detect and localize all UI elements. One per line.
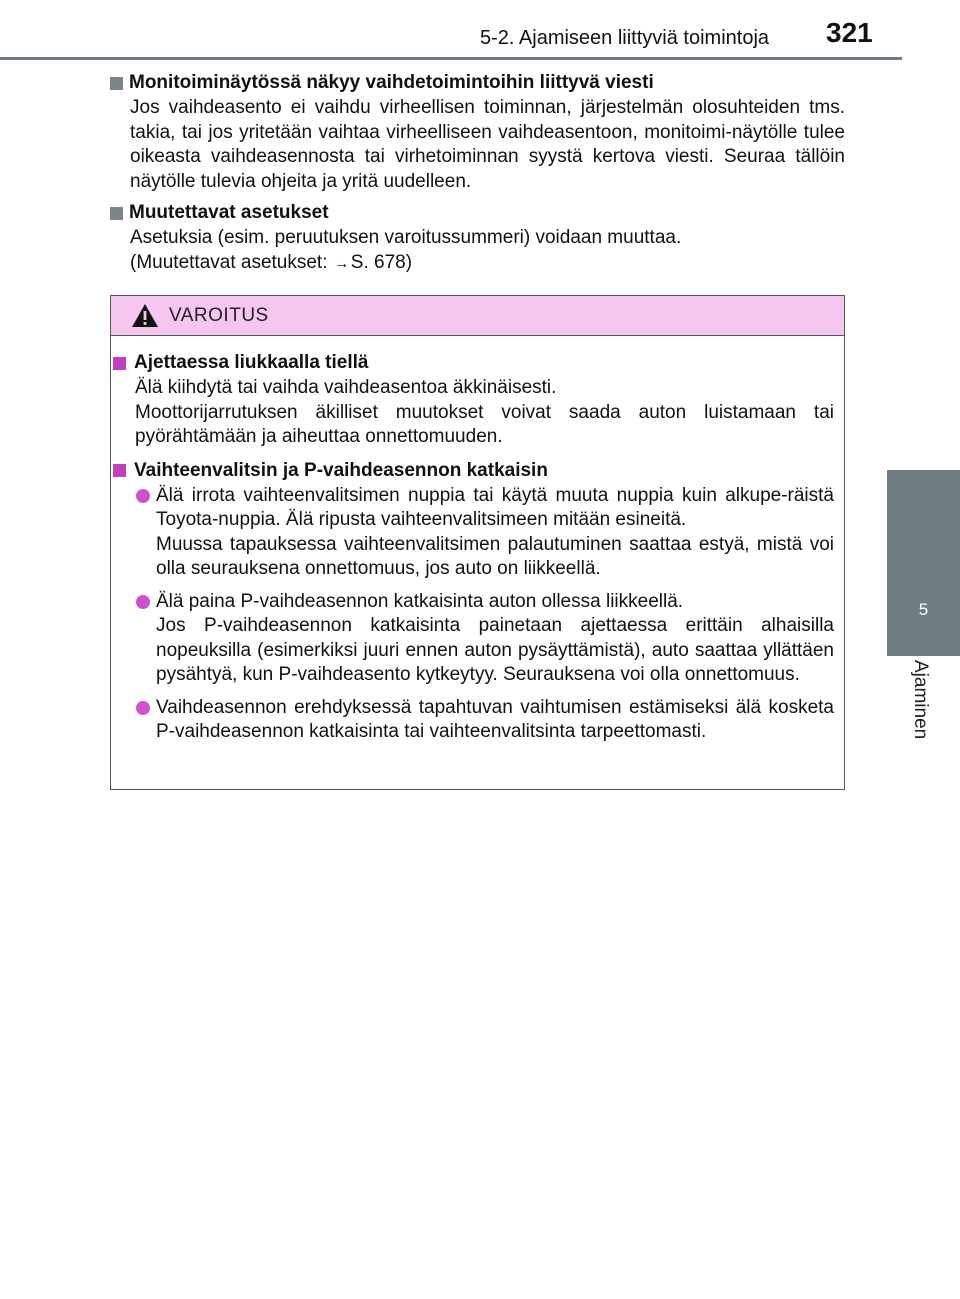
square-bullet-icon [113, 357, 126, 370]
section-heading-text: Muutettavat asetukset [129, 202, 329, 223]
page-reference-link[interactable]: S. 678) [350, 251, 413, 273]
warning-body [111, 336, 844, 745]
bullet-text: Vaihdeasennon erehdyksessä tapahtuvan vaihtumisen estämiseksi älä kosketa P-vaihdeasennon katkaisinta tai vaihteenvalitsinta tarpeettomasti. [156, 696, 834, 742]
chapter-tab [887, 470, 960, 656]
warning-subheading-text: Ajettaessa liukkaalla tiellä [134, 352, 369, 373]
bullet-text: Jos P-vaihdeasennon katkaisinta painetaan ajettaessa erittäin alhaisilla nopeuksilla (esimerkiksi juuri ennen auton pysäyttämistä), auto saattaa yllättäen pysähtyä, kun P-vaihdeasento kytkeytyy. Seurauksena voi olla onnettomuus. [156, 615, 834, 685]
warning-subheading [111, 350, 834, 376]
warning-text: Älä kiihdytä tai vaihda vaihdeasentoa äkkinäisesti. [135, 377, 557, 398]
warning-box [110, 295, 845, 790]
section-heading [110, 70, 845, 96]
round-bullet-icon [136, 595, 150, 609]
bullet-text: Älä paina P-vaihdeasennon katkaisinta auton ollessa liikkeellä. [156, 590, 684, 612]
round-bullet-icon [136, 489, 150, 503]
header-rule [0, 57, 902, 60]
main-content [110, 70, 845, 276]
section-heading [110, 200, 845, 226]
section-body: Jos vaihdeasento ei vaihdu virheellisen toiminnan, järjestelmän olosuhteiden tms. takia, tai jos yritetään vaihtaa virheelliseen vaihdeasentoon, monitoimi-näytölle tulee oikeasta vaihdeasennosta tai virhetoiminnan syystä kertova viesti. Seuraa tällöin näytölle tulevia ohjeita ja yritä uudelleen. [130, 97, 845, 192]
section-title: 5-2. Ajamiseen liittyviä toimintoja [480, 27, 770, 49]
chapter-number: 5 [918, 600, 929, 619]
section-heading-text: Monitoiminäytössä näkyy vaihdetoimintoihin liittyvä viesti [129, 72, 654, 93]
square-bullet-icon [110, 207, 123, 220]
warning-subheading [111, 458, 834, 484]
chapter-label [902, 660, 938, 790]
warning-text: Moottorijarrutuksen äkilliset muutokset voivat saada auton luistamaan tai pyörähtämään ja aiheuttaa onnettomuuden. [135, 401, 834, 447]
square-bullet-icon [110, 77, 123, 90]
warning-bullet [111, 590, 834, 688]
section-body-line: Asetuksia (esim. peruutuksen varoitussummeri) voidaan muuttaa. [130, 227, 682, 248]
round-bullet-icon [136, 701, 150, 715]
square-bullet-icon [113, 464, 126, 477]
chapter-label-text: Ajaminen [910, 660, 931, 740]
reference-prefix: (Muutettavat asetukset: [130, 251, 333, 273]
bullet-text: Muussa tapauksessa vaihteenvalitsimen palautuminen saattaa estyä, mistä voi olla seurauksena onnettomuus, jos auto on liikkeellä. [156, 533, 834, 579]
warning-title: VAROITUS [169, 305, 269, 326]
arrow-right-icon: → [334, 254, 350, 272]
warning-subheading-text: Vaihteenvalitsin ja P-vaihdeasennon katkaisin [134, 459, 548, 481]
bullet-text: Älä irrota vaihteenvalitsimen nuppia tai käytä muuta nuppia kuin alkupe-räistä Toyota-nuppia. Älä ripusta vaihteenvalitsimeen mitään esineitä. [156, 484, 834, 530]
warning-triangle-icon [131, 303, 159, 328]
page-number: 321 [826, 17, 873, 48]
warning-bullet [111, 484, 834, 582]
warning-bullet [111, 696, 834, 745]
section-body-reference [110, 251, 845, 277]
page-header [0, 0, 960, 62]
warning-header [111, 296, 844, 336]
